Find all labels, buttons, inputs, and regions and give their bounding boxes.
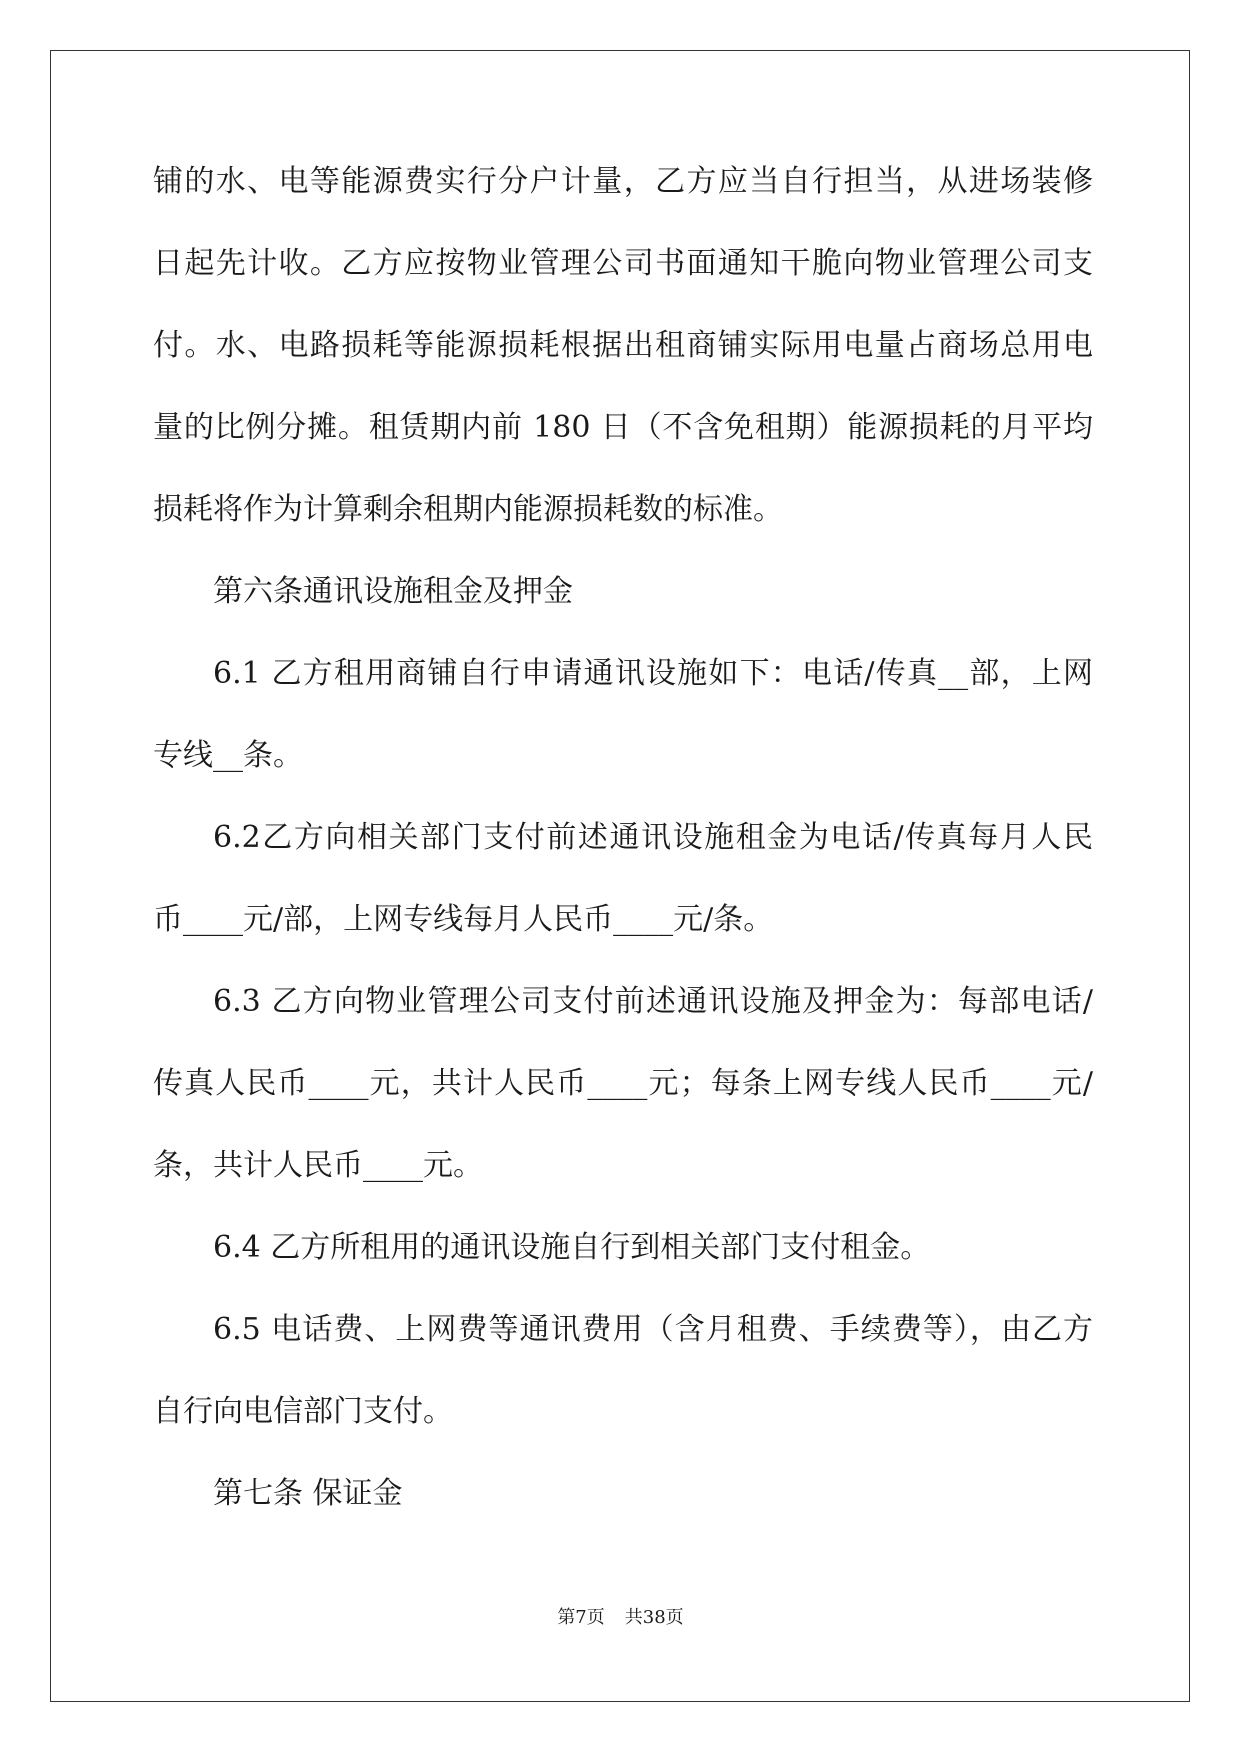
page-total: 共38页 [624,1607,684,1628]
text-line: 传真人民币____元，共计人民币____元；每条上网专线人民币____元/ [153,1066,1093,1101]
text-line: 损耗将作为计算剩余租期内能源损耗数的标准。 [153,492,783,527]
article-heading: 第七条 保证金 [213,1476,403,1511]
text-line: 自行向电信部门支付。 [153,1394,453,1429]
text-line: 量的比例分摊。租赁期内前 180 日（不含免租期）能源损耗的月平均 [153,410,1093,445]
text-line: 6.2乙方向相关部门支付前述通讯设施租金为电话/传真每月人民 [213,820,1093,855]
article-heading: 第六条通讯设施租金及押金 [213,574,573,609]
text-line: 6.4 乙方所租用的通讯设施自行到相关部门支付租金。 [213,1230,931,1265]
text-line: 6.1 乙方租用商铺自行申请通讯设施如下：电话/传真__部，上网 [213,656,1093,691]
page-footer [0,1606,1241,1630]
text-line: 币____元/部，上网专线每月人民币____元/条。 [153,902,774,937]
text-line: 专线__条。 [153,738,303,773]
text-line: 6.5 电话费、上网费等通讯费用（含月租费、手续费等），由乙方 [213,1312,1093,1347]
text-line: 6.3 乙方向物业管理公司支付前述通讯设施及押金为：每部电话/ [213,984,1093,1019]
text-line: 日起先计收。乙方应按物业管理公司书面通知干脆向物业管理公司支 [153,246,1093,281]
text-line: 铺的水、电等能源费实行分户计量，乙方应当自行担当，从进场装修 [153,164,1093,199]
text-line: 条，共计人民币____元。 [153,1148,483,1183]
document-body [153,162,1093,1556]
page-number: 第7页 [557,1607,605,1628]
text-line: 付。水、电路损耗等能源损耗根据出租商铺实际用电量占商场总用电 [153,328,1093,363]
